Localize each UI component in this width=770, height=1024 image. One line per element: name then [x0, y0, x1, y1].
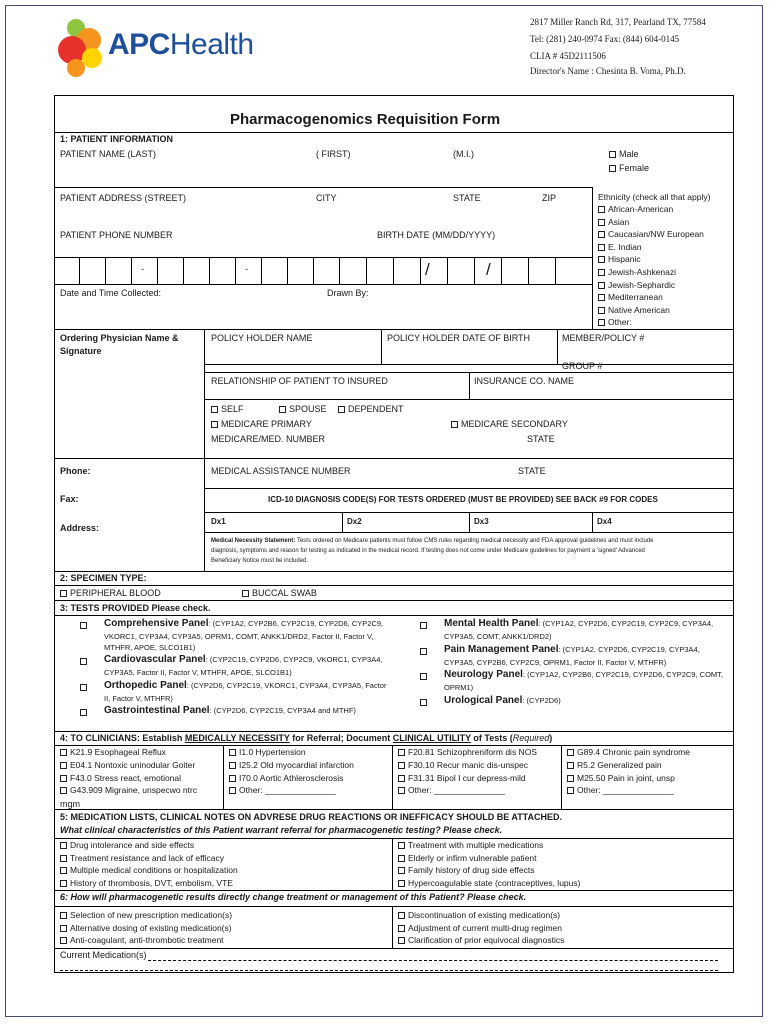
characteristic-label: Drug intolerance and side effects	[70, 840, 195, 850]
ethnicity-label: Other:	[608, 317, 632, 328]
checkbox-icon	[398, 842, 405, 849]
patient-name-last-label: PATIENT NAME (LAST)	[60, 149, 157, 159]
birth-slash-1: /	[425, 260, 430, 279]
impact-right-label: Clarification of prior equivocal diagnostics	[408, 935, 565, 945]
necessity-line-1	[211, 538, 653, 544]
panel-genes: OPRM1)	[444, 683, 474, 692]
panel-genes: II, Factor V, MTHFR)	[104, 693, 173, 703]
checkbox-icon	[398, 880, 405, 887]
group-label: GROUP #	[562, 361, 603, 371]
signature-label: Signature	[60, 346, 102, 356]
policy-holder-dob-label: POLICY HOLDER DATE OF BIRTH	[387, 333, 531, 343]
date-collected-label: Date and Time Collected:	[60, 288, 162, 298]
brand-health: Health	[169, 28, 254, 61]
icd-col1-2-checkbox[interactable]	[60, 773, 181, 783]
phone-dash-1: -	[141, 264, 144, 274]
icd-col2-label: I70.0 Aortic Athlerosclerosis	[239, 772, 344, 783]
impact-right-1-checkbox[interactable]	[398, 923, 562, 933]
medical-assistance-label: MEDICAL ASSISTANCE NUMBER	[211, 466, 351, 476]
panel-line	[444, 657, 666, 669]
current-medication-label: Current Medication(s)	[60, 950, 147, 960]
icd-col2-label: I25.2 Old myocardial infarction	[239, 759, 354, 770]
insurance-co-label: INSURANCE CO. NAME	[474, 376, 575, 386]
male-label: Male	[619, 149, 639, 159]
policy-holder-name-label: POLICY HOLDER NAME	[211, 333, 313, 343]
panel-genes: : (CYP2C19, CYP2D6, CYP2C9, VKORC1, CYP3A4,	[205, 655, 383, 664]
panel-line	[104, 705, 356, 717]
ethnicity-label: E. Indian	[608, 241, 642, 252]
panel-line	[104, 642, 195, 654]
checkbox-icon	[567, 762, 574, 769]
icd-col3-label: Other: _______________	[408, 785, 505, 796]
checkbox-icon	[598, 231, 605, 238]
panel-genes: CYP3A5, COMT, ANKK1/DRD2)	[444, 632, 552, 641]
panel-checkbox[interactable]	[420, 673, 427, 680]
icd-col3-label: F30.10 Recur manic dis-unspec	[408, 759, 529, 770]
checkbox-icon	[60, 749, 67, 756]
icd-col1-label: K21.9 Esophageal Reflux	[70, 747, 166, 757]
panel-genes: CYP3A5, Factor II, Factor V, MTHFR, APOE, SLCO1B1)	[104, 668, 292, 677]
panel-name: Cardiovascular Panel	[104, 654, 206, 665]
current-medication-line-1[interactable]	[148, 960, 718, 961]
address-label: Address:	[60, 523, 100, 533]
panel-checkbox[interactable]	[420, 622, 427, 629]
panel-checkbox[interactable]	[80, 709, 87, 716]
ethnicity-9-checkbox[interactable]	[598, 317, 632, 327]
impact-label: Anti-coagulant, anti-thrombotic treatment	[70, 935, 224, 945]
panel-genes: : (CYP1A2, CYP2D6, CYP2C19, CYP2C9, CYP3A4,	[538, 619, 714, 628]
section5-question: What clinical characteristics of this Patient warrant referral for pharmacogenetic testing? Please check.	[60, 825, 503, 835]
checkbox-icon	[598, 282, 605, 289]
characteristic-0-checkbox[interactable]	[60, 840, 194, 850]
icd-col2-1-checkbox[interactable]	[229, 760, 354, 770]
icd-col2-2-checkbox[interactable]	[229, 773, 343, 783]
checkbox-icon	[598, 206, 605, 213]
section4-heading-post: of Tests (	[470, 733, 513, 743]
birth-slash-2: /	[486, 260, 491, 279]
medical-assistance-state-label: STATE	[518, 466, 546, 476]
section4-heading-pre: 4: TO CLINICIANS: Establish	[60, 733, 185, 743]
characteristic-right-label: Family history of drug side effects	[408, 865, 535, 875]
checkbox-icon	[398, 855, 405, 862]
icd-heading: ICD-10 DIAGNOSIS CODE(S) FOR TESTS ORDERED (MUST BE PROVIDED) SEE BACK #9 FOR CODES	[268, 495, 658, 504]
icd-col4-3-checkbox[interactable]	[567, 785, 674, 795]
icd-col3-1-checkbox[interactable]	[398, 760, 528, 770]
address-street-label: PATIENT ADDRESS (STREET)	[60, 193, 187, 203]
necessity-text-2: diagnosis, symptoms and reason for testing as indicated in the medical record. If testing does not come under Medicare guidelines for payment a 'signed' Advanced	[211, 548, 645, 554]
panel-checkbox[interactable]	[420, 699, 427, 706]
phone-dash-2: -	[245, 264, 248, 274]
ethnicity-5-checkbox[interactable]	[598, 267, 676, 277]
patient-name-first-label: ( FIRST)	[316, 149, 351, 159]
ethnicity-label: Jewish-Ashkenazi	[608, 267, 677, 277]
icd-col4-label: Other: _______________	[577, 785, 674, 796]
panel-name: Mental Health Panel	[444, 618, 539, 629]
section4-heading-required: Required	[512, 733, 550, 743]
dependent-checkbox[interactable]	[338, 404, 404, 414]
state-label: STATE	[453, 193, 481, 203]
panel-line	[104, 667, 292, 679]
panel-genes: : (CYP1A2, CYP2B6, CYP2C19, CYP2D6, CYP2C9,	[208, 619, 384, 628]
necessity-text-3: Beneficiary Notice must be included.	[211, 558, 309, 564]
checkbox-icon	[60, 937, 67, 944]
panel-line	[104, 693, 173, 705]
panel-name: Comprehensive Panel	[104, 618, 209, 629]
buccal-swab-checkbox[interactable]	[242, 588, 317, 598]
impact-right-0-checkbox[interactable]	[398, 910, 560, 920]
ordering-physician-label: Ordering Physician Name &	[60, 333, 179, 343]
ethnicity-6-checkbox[interactable]	[598, 280, 675, 290]
panel-genes: CYP3A5, CYP2B6, CYP2C9, OPRM1, Factor II, Factor V, MTHFR)	[444, 657, 667, 667]
characteristic-right-2-checkbox[interactable]	[398, 865, 534, 875]
checkbox-icon	[398, 925, 405, 932]
ethnicity-label: Hispanic	[608, 254, 641, 265]
panel-name: Gastrointestinal Panel	[104, 705, 210, 716]
panel-line	[444, 618, 713, 630]
checkbox-icon	[598, 307, 605, 314]
checkbox-icon	[60, 762, 67, 769]
characteristic-label: Treatment resistance and lack of efficacy	[70, 852, 225, 863]
impact-0-checkbox[interactable]	[60, 910, 232, 920]
checkbox-icon	[567, 749, 574, 756]
characteristic-1-checkbox[interactable]	[60, 853, 224, 863]
checkbox-icon	[398, 937, 405, 944]
checkbox-icon	[398, 775, 405, 782]
checkbox-icon	[598, 219, 605, 226]
icd-col2-3-checkbox[interactable]	[229, 785, 336, 795]
checkbox-icon	[60, 880, 67, 887]
icd-col1-3-checkbox[interactable]	[60, 785, 197, 795]
characteristic-2-checkbox[interactable]	[60, 865, 238, 875]
fax-label: Fax:	[60, 494, 79, 504]
checkbox-icon	[598, 244, 605, 251]
section4-heading	[60, 733, 552, 743]
icd-col3-label: F20.81 Schizophreniform dis NOS	[408, 747, 537, 757]
ethnicity-label: Native American	[608, 304, 670, 315]
icd-col2-label: Other: _______________	[239, 785, 336, 796]
relationship-label: RELATIONSHIP OF PATIENT TO INSURED	[211, 376, 388, 386]
icd-col4-2-checkbox[interactable]	[567, 773, 675, 783]
characteristic-right-label: Elderly or infirm vulnerable patient	[408, 852, 537, 863]
spouse-label: SPOUSE	[289, 404, 327, 414]
checkbox-icon	[598, 269, 605, 276]
female-checkbox[interactable]	[609, 163, 649, 173]
lab-clia: CLIA # 45D2111506	[530, 51, 606, 61]
icd-col1-0-checkbox[interactable]	[60, 747, 166, 757]
icd-col2-0-checkbox[interactable]	[229, 747, 306, 757]
current-medication-line-2[interactable]	[60, 970, 718, 971]
ethnicity-label: Asian	[608, 216, 630, 227]
dx2-label: Dx2	[347, 517, 362, 526]
checkbox-icon	[598, 319, 605, 326]
checkbox-icon	[60, 842, 67, 849]
buccal-swab-label: BUCCAL SWAB	[252, 588, 317, 598]
checkbox-icon	[398, 762, 405, 769]
lab-phone-fax: Tel: (281) 240-0974 Fax: (844) 604-0145	[530, 34, 680, 44]
ethnicity-heading: Ethnicity (check all that apply)	[598, 192, 711, 202]
impact-right-2-checkbox[interactable]	[398, 935, 564, 945]
characteristic-right-3-checkbox[interactable]	[398, 878, 580, 888]
icd-col4-0-checkbox[interactable]	[567, 747, 690, 757]
ethnicity-2-checkbox[interactable]	[598, 229, 704, 239]
form-title: Pharmacogenomics Requisition Form	[230, 111, 501, 128]
icd-col1-wrap: mgm	[60, 799, 80, 809]
checkbox-icon	[598, 294, 605, 301]
self-label: SELF	[221, 404, 244, 414]
ethnicity-4-checkbox[interactable]	[598, 254, 641, 264]
checkbox-icon	[229, 762, 236, 769]
icd-col4-label: M25.50 Pain in joint, unsp	[577, 772, 675, 783]
spouse-checkbox[interactable]	[279, 404, 327, 414]
icd-col3-3-checkbox[interactable]	[398, 785, 505, 795]
checkbox-icon	[60, 925, 67, 932]
icd-col4-label: G89.4 Chronic pain syndrome	[577, 747, 690, 757]
medicare-secondary-label: MEDICARE SECONDARY	[461, 419, 568, 429]
section4-heading-end: )	[549, 733, 553, 743]
birth-date-label: BIRTH DATE (MM/DD/YYYY)	[377, 230, 496, 240]
icd-col3-label: F31.31 Bipol I cur depress-mild	[408, 772, 526, 783]
ethnicity-3-checkbox[interactable]	[598, 242, 642, 252]
panel-checkbox[interactable]	[420, 648, 427, 655]
panel-genes: VKORC1, CYP3A4, CYP3A5, OPRM1, COMT, ANKK1/DRD2, Factor II, Factor V,	[104, 632, 374, 641]
patient-name-mi-label: (M.I.)	[453, 149, 474, 159]
checkbox-icon	[398, 867, 405, 874]
panel-checkbox[interactable]	[80, 684, 87, 691]
icd-col1-label: E04.1 Nontoxic uninodular Goiter	[70, 759, 196, 770]
panel-line	[444, 631, 552, 643]
brand-apc: APC	[108, 28, 170, 61]
medicare-primary-checkbox[interactable]	[211, 419, 312, 429]
panel-line	[444, 644, 700, 656]
panel-genes: MTHFR, APOE, SLCO1B1)	[104, 642, 196, 652]
characteristic-right-1-checkbox[interactable]	[398, 853, 537, 863]
impact-2-checkbox[interactable]	[60, 935, 224, 945]
icd-col3-2-checkbox[interactable]	[398, 773, 526, 783]
medicare-primary-label: MEDICARE PRIMARY	[221, 419, 312, 429]
male-checkbox[interactable]	[609, 149, 639, 159]
impact-right-label: Adjustment of current multi-drug regimen	[408, 922, 563, 933]
medicare-state-label: STATE	[527, 434, 555, 444]
member-policy-label: MEMBER/POLICY #	[562, 333, 645, 343]
ethnicity-7-checkbox[interactable]	[598, 292, 663, 302]
female-label: Female	[619, 163, 650, 173]
panel-line	[444, 669, 723, 681]
panel-genes: : (CYP2D6, CYP2C19, CYP3A4 and MTHF)	[209, 706, 356, 715]
panel-name: Pain Management Panel	[444, 643, 559, 655]
checkbox-icon	[229, 775, 236, 782]
checkbox-icon	[229, 749, 236, 756]
checkbox-icon	[398, 749, 405, 756]
dx3-label: Dx3	[474, 517, 489, 526]
medicare-secondary-checkbox[interactable]	[451, 419, 568, 429]
peripheral-blood-label: PERIPHERAL BLOOD	[70, 588, 161, 598]
impact-1-checkbox[interactable]	[60, 923, 232, 933]
ethnicity-1-checkbox[interactable]	[598, 217, 629, 227]
panel-genes: : (CYP2D6)	[522, 695, 561, 705]
panel-name: Urological Panel	[444, 694, 523, 706]
section4-heading-medical-necessity: MEDICALLY NECESSITY	[184, 733, 290, 743]
checkbox-icon	[398, 787, 405, 794]
checkbox-icon	[60, 912, 67, 919]
logo-mark-icon	[56, 14, 116, 80]
panel-line	[444, 695, 561, 707]
section1-heading: 1: PATIENT INFORMATION	[60, 134, 173, 144]
panel-genes: : (CYP1A2, CYP2D6, CYP2C19, CYP3A4,	[558, 644, 700, 654]
panel-checkbox[interactable]	[80, 622, 87, 629]
panel-name: Orthopedic Panel	[104, 679, 187, 691]
checkbox-icon	[598, 256, 605, 263]
icd-col1-1-checkbox[interactable]	[60, 760, 195, 770]
icd-col1-label: F43.0 Stress react, emotional	[70, 772, 182, 783]
characteristic-3-checkbox[interactable]	[60, 878, 233, 888]
characteristic-label: History of thrombosis, DVT, embolism, VTE	[70, 877, 233, 888]
panel-name: Neurology Panel	[444, 669, 523, 680]
section4-heading-clinical-utility: CLINICAL UTILITY	[392, 733, 471, 743]
lab-director: Director's Name : Chesinta B. Voma, Ph.D.	[530, 66, 686, 76]
checkbox-icon	[398, 912, 405, 919]
panel-genes: : (CYP2D6, CYP2C19, VKORC1, CYP3A4, CYP3A5, Factor	[186, 680, 387, 690]
characteristic-right-label: Hypercoagulable state (contraceptives, lupus)	[408, 877, 581, 888]
drawn-by-label: Drawn By:	[327, 288, 369, 298]
checkbox-icon	[60, 775, 67, 782]
ethnicity-label: Jewish-Sephardic	[608, 279, 676, 290]
peripheral-blood-checkbox[interactable]	[60, 588, 161, 598]
panel-line	[104, 618, 383, 630]
necessity-label: Medical Necessity Statement:	[211, 538, 296, 544]
icd-col4-label: R5.2 Generalized pain	[577, 759, 662, 770]
section5-heading: 5: MEDICATION LISTS, CLINICAL NOTES ON ADVRESE DRUG REACTIONS OR INEFFICACY SHOULD BE ATTACHED.	[60, 812, 563, 822]
ethnicity-label: Caucasian/NW European	[608, 229, 704, 240]
city-label: CITY	[316, 193, 337, 203]
impact-label: Alternative dosing of existing medication(s)	[70, 922, 232, 933]
medicare-number-label: MEDICARE/MED. NUMBER	[211, 434, 326, 444]
patient-phone-label: PATIENT PHONE NUMBER	[60, 230, 173, 240]
icd-col3-0-checkbox[interactable]	[398, 747, 537, 757]
section2-heading: 2: SPECIMEN TYPE:	[60, 573, 147, 583]
characteristic-label: Multiple medical conditions or hospitalization	[70, 865, 238, 875]
self-checkbox[interactable]	[211, 404, 244, 414]
checkbox-icon	[60, 867, 67, 874]
icd-col2-label: I1.0 Hypertension	[239, 747, 306, 757]
characteristic-right-0-checkbox[interactable]	[398, 840, 543, 850]
panel-line	[444, 682, 473, 694]
checkbox-icon	[229, 787, 236, 794]
ethnicity-label: Mediterranean	[608, 292, 663, 303]
checkbox-icon	[567, 787, 574, 794]
checkbox-icon	[60, 855, 67, 862]
impact-label: Selection of new prescription medication(s)	[70, 910, 233, 920]
characteristic-right-label: Treatment with multiple medications	[408, 840, 544, 850]
impact-right-label: Discontinuation of existing medication(s)	[408, 910, 561, 920]
section6-heading: 6: How will pharmacogenetic results directly change treatment or management of this Patient? Please check.	[60, 892, 527, 902]
dependent-label: DEPENDENT	[348, 404, 404, 414]
phone-label: Phone:	[60, 466, 91, 476]
dx1-label: Dx1	[211, 517, 226, 526]
panel-genes: : (CYP1A2, CYP2B6, CYP2C19, CYP2D6, CYP2C9, COMT,	[522, 670, 723, 679]
section3-heading: 3: TESTS PROVIDED Please check.	[60, 603, 211, 613]
panel-line	[104, 680, 386, 692]
section4-heading-mid: for Referral; Document	[289, 733, 393, 743]
ethnicity-8-checkbox[interactable]	[598, 305, 670, 315]
checkbox-icon	[60, 787, 67, 794]
logo	[56, 14, 326, 80]
ethnicity-0-checkbox[interactable]	[598, 204, 673, 214]
lab-address: 2817 Miller Ranch Rd, 317, Pearland TX, 77584	[530, 17, 706, 27]
phone-digit-boxes[interactable]	[54, 257, 592, 285]
necessity-text-1: Tests ordered on Medicare patients must follow CMS rules regarding medical necessity and FDA approval guidelines and must include	[296, 538, 654, 544]
dx4-label: Dx4	[597, 517, 612, 526]
panel-checkbox[interactable]	[80, 658, 87, 665]
icd-col1-label: G43.909 Migraine, unspecwo ntrc	[70, 785, 198, 796]
checkbox-icon	[567, 775, 574, 782]
icd-col4-1-checkbox[interactable]	[567, 760, 662, 770]
ethnicity-label: African-American	[608, 204, 674, 214]
panel-line	[104, 654, 382, 666]
zip-label: ZIP	[542, 193, 557, 203]
